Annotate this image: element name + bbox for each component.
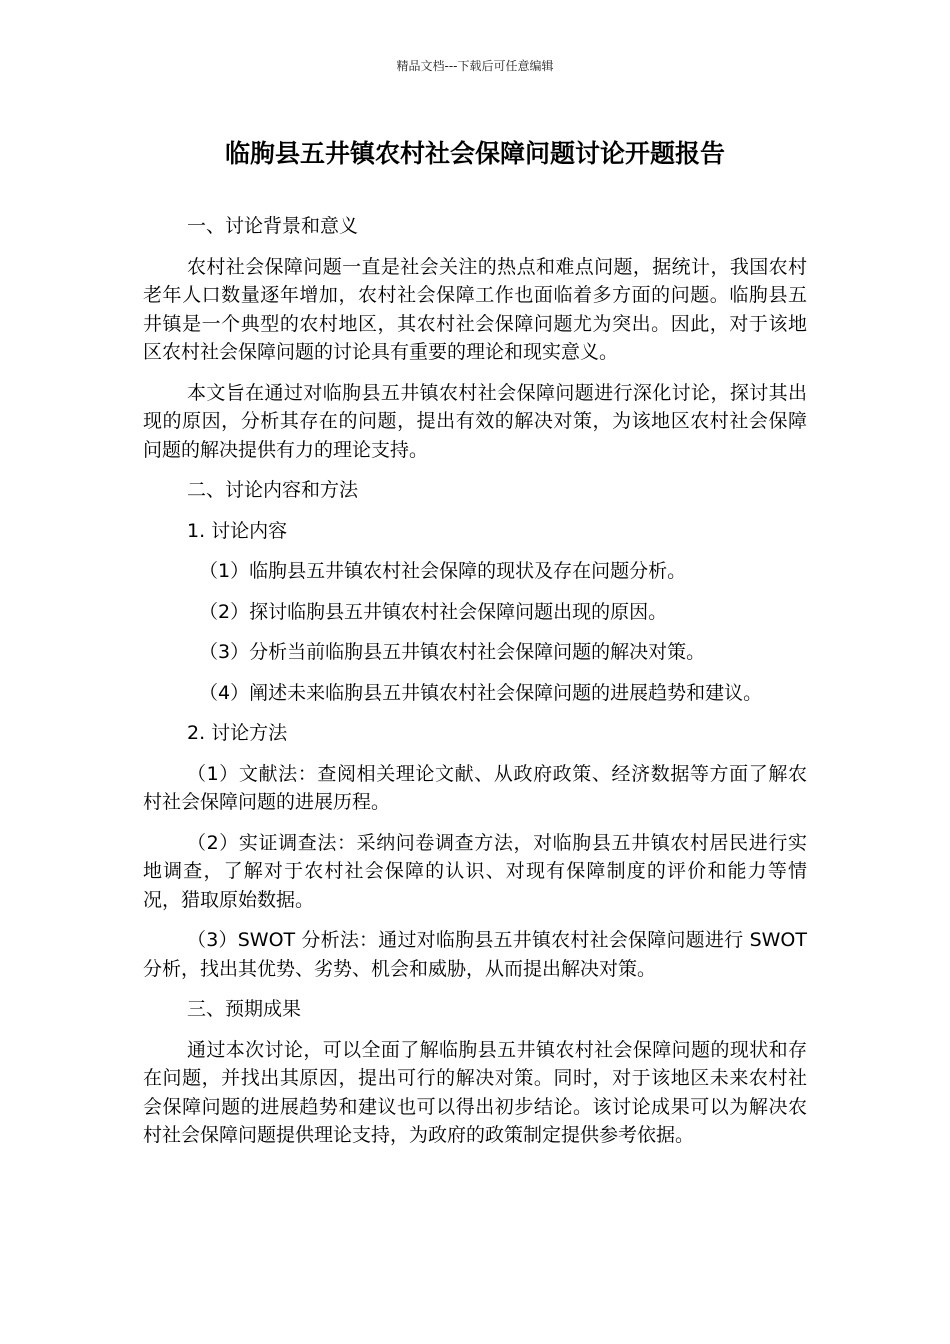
method-item: （3）SWOT 分析法：通过对临朐县五井镇农村社会保障问题进行 SWOT 分析，找出其优势、劣势、机会和威胁，从而提出解决对策。 (143, 929, 807, 980)
content-item: （1）临朐县五井镇农村社会保障的现状及存在问题分析。 (199, 560, 687, 582)
section-heading-outcomes: 三、预期成果 (187, 998, 302, 1020)
paragraph-background-2: 本文旨在通过对临朐县五井镇农村社会保障问题进行深化讨论，探讨其出现的原因，分析其存在的问题，提出有效的解决对策，为该地区农村社会保障问题的解决提供有力的理论支持。 (143, 381, 807, 461)
paragraph-outcomes: 通过本次讨论，可以全面了解临朐县五井镇农村社会保障问题的现状和存在问题，并找出其原因，提出可行的解决对策。同时，对于该地区未来农村社会保障问题的进展趋势和建议也可以得出初步结论。该讨论成果可以为解决农村社会保障问题提供理论支持，为政府的政策制定提供参考依据。 (143, 1038, 807, 1146)
section-heading-background: 一、讨论背景和意义 (187, 215, 359, 237)
content-item: （2）探讨临朐县五井镇农村社会保障问题出现的原因。 (199, 600, 668, 623)
subheading-content: 1. 讨论内容 (187, 519, 288, 542)
subheading-method: 2. 讨论方法 (187, 722, 288, 744)
section-heading-content-method: 二、讨论内容和方法 (187, 479, 359, 501)
document-title: 临朐县五井镇农村社会保障问题讨论开题报告 (224, 139, 725, 168)
document-body (143, 212, 807, 1162)
content-item: （4）阐述未来临朐县五井镇农村社会保障问题的进展趋势和建议。 (199, 681, 763, 704)
method-item: （2）实证调查法：采纳问卷调查方法，对临朐县五井镇农村居民进行实地调查，了解对于农村社会保障的认识、对现有保障制度的评价和能力等情况，猎取原始数据。 (143, 831, 807, 911)
paragraph-background-1: 农村社会保障问题一直是社会关注的热点和难点问题，据统计，我国农村老年人口数量逐年增加，农村社会保障工作也面临着多方面的问题。临朐县五井镇是一个典型的农村地区，其农村社会保障问题尤为突出。因此，对于该地区农村社会保障问题的讨论具有重要的理论和现实意义。 (143, 255, 807, 363)
content-item: （3）分析当前临朐县五井镇农村社会保障问题的解决对策。 (199, 641, 706, 663)
method-item: （1）文献法：查阅相关理论文献、从政府政策、经济数据等方面了解农村社会保障问题的进展历程。 (143, 762, 807, 813)
header-note: 精品文档---下载后可任意编辑 (396, 59, 554, 73)
